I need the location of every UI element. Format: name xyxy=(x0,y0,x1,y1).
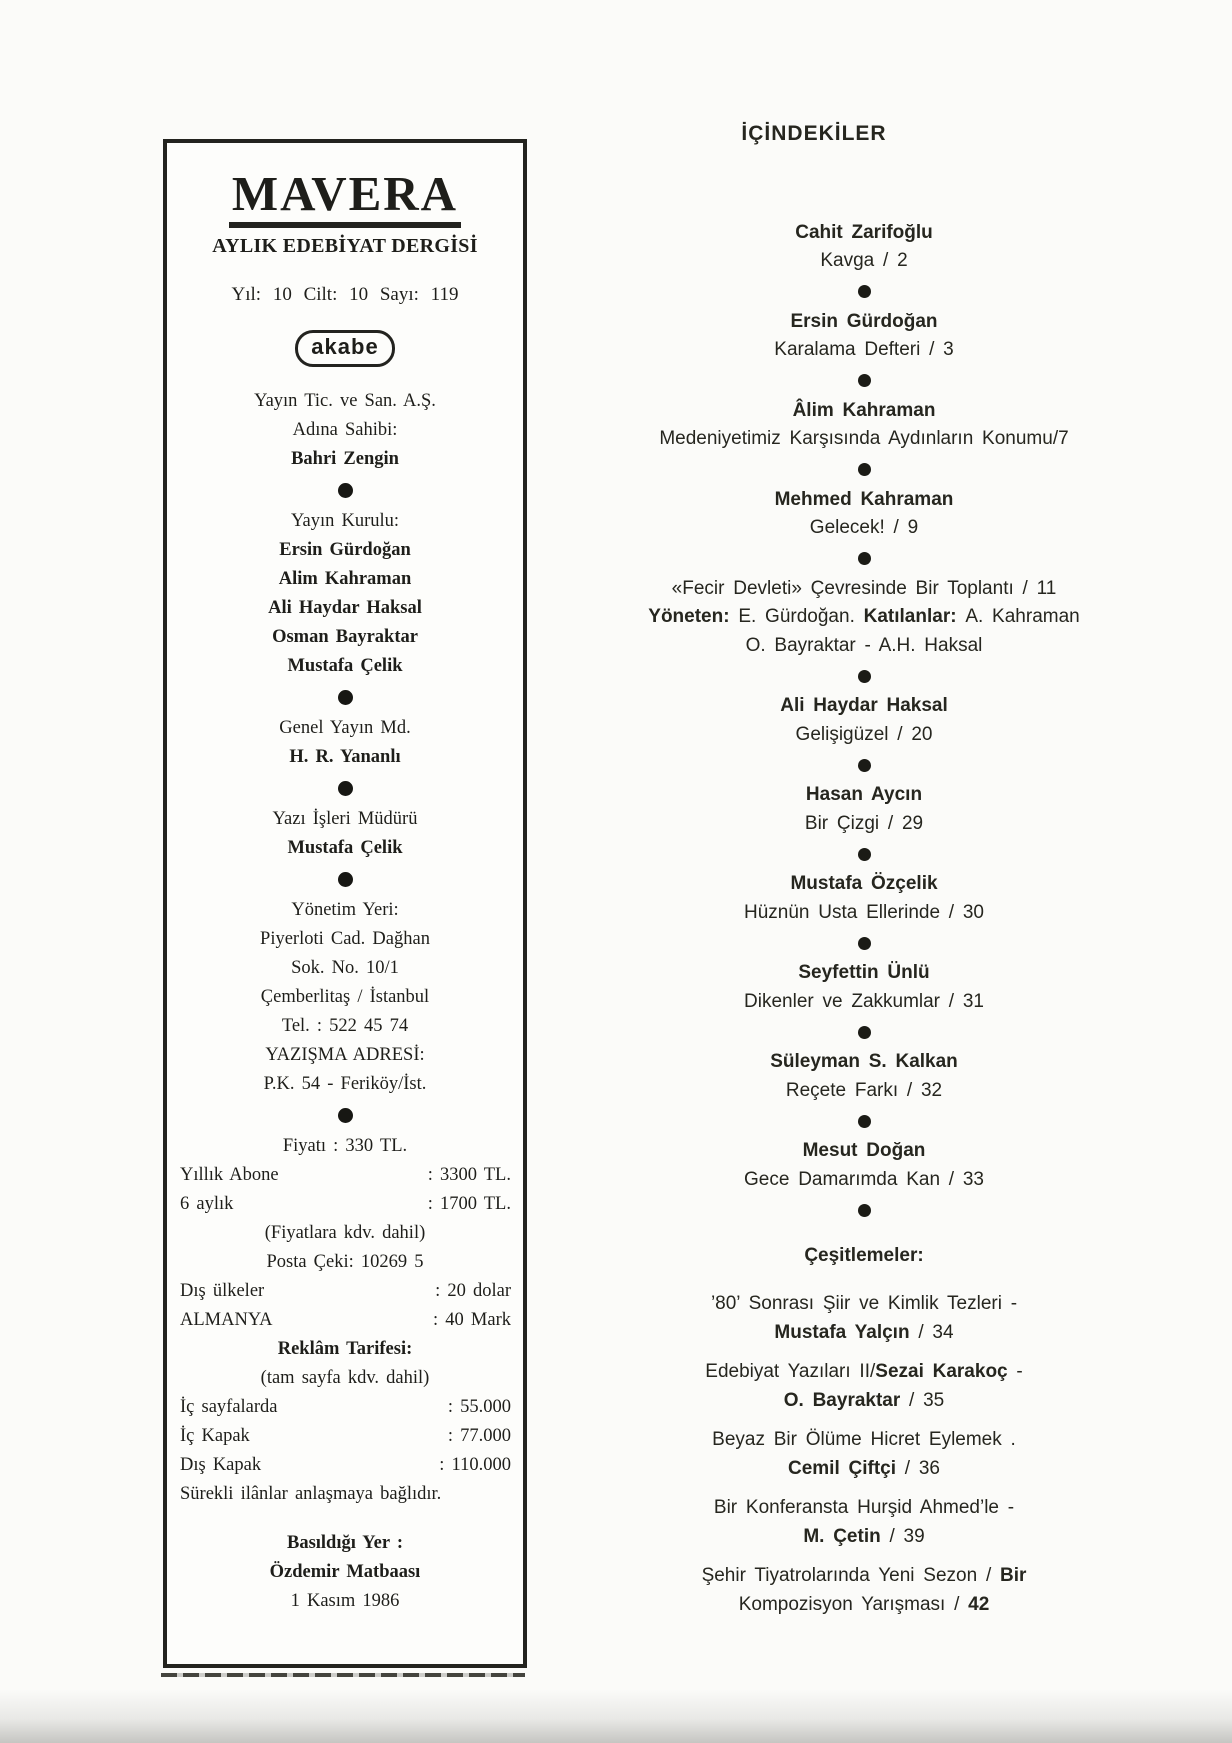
masthead-line: Ersin Gürdoğan xyxy=(279,540,411,561)
text-run: Beyaz Bir Ölüme Hicret Eylemek . xyxy=(712,1428,1016,1450)
toc-line xyxy=(540,397,1188,426)
masthead-line: 1 Kasım 1986 xyxy=(290,1591,400,1612)
masthead-line: Alim Kahraman xyxy=(278,569,412,590)
bullet-dot-icon xyxy=(858,1115,871,1128)
magazine-logo-text: MAVERA xyxy=(229,169,461,228)
bullet-dot-icon xyxy=(858,374,871,387)
toc-line xyxy=(540,1493,1188,1523)
toc-line xyxy=(540,1166,1188,1195)
masthead-dot xyxy=(167,772,523,805)
text-run: / 34 xyxy=(909,1322,954,1343)
contents-column xyxy=(540,120,1188,1629)
toc-section-header: Çeşitlemeler: xyxy=(804,1245,924,1266)
bold-text-run: O. Bayraktar xyxy=(783,1390,901,1411)
bold-text-run: Mustafa Yalçın xyxy=(774,1322,910,1343)
row-value: : 77.000 xyxy=(447,1426,511,1447)
toc-entry xyxy=(540,781,1188,838)
toc-dot xyxy=(540,1016,1188,1048)
text-run: Bir Konferansta Hurşid Ahmed’le - xyxy=(713,1496,1015,1518)
toc-entry xyxy=(540,1289,1188,1348)
masthead-dot xyxy=(167,681,523,714)
bullet-dot-icon xyxy=(338,872,353,887)
row-label: Dış Kapak xyxy=(180,1455,262,1476)
bold-text-run: Katılanlar: xyxy=(863,606,966,627)
text-run: / 36 xyxy=(896,1458,940,1479)
masthead-dot xyxy=(167,474,523,507)
bullet-dot-icon xyxy=(858,848,871,861)
issue-info: Yıl: 10 Cilt: 10 Sayı: 119 xyxy=(231,284,459,305)
bullet-dot-icon xyxy=(858,759,871,772)
masthead-dot xyxy=(167,863,523,896)
masthead-row xyxy=(167,1451,523,1480)
toc-entry xyxy=(540,870,1188,927)
bold-text-run: Mehmed Kahraman xyxy=(774,488,954,510)
toc-line xyxy=(540,1077,1188,1106)
text-run: - xyxy=(1007,1360,1023,1382)
masthead-line: Posta Çeki: 10269 5 xyxy=(266,1252,424,1273)
text-run: Medeniyetimiz Karşısında Aydınların Konumu/7 xyxy=(659,428,1069,449)
row-value: : 40 Mark xyxy=(433,1310,511,1331)
row-label: Yıllık Abone xyxy=(180,1165,279,1186)
text-run: «Fecir Devleti» Çevresinde Bir Toplantı / 11 xyxy=(671,577,1057,599)
text-run: Hüznün Usta Ellerinde / 30 xyxy=(743,901,984,923)
toc-line xyxy=(540,870,1188,899)
masthead-line: Bahri Zengin xyxy=(291,449,399,470)
masthead-line: Mustafa Çelik xyxy=(287,656,403,677)
text-run: Şehir Tiyatrolarında Yeni Sezon / xyxy=(701,1564,1001,1586)
masthead-line: Yönetim Yeri: xyxy=(291,900,399,921)
text-run: O. Bayraktar - A.H. Haksal xyxy=(745,634,983,656)
bold-text-run: Sezai Karakoç xyxy=(875,1360,1008,1382)
masthead-row xyxy=(167,1422,523,1451)
bullet-dot-icon xyxy=(858,670,871,683)
masthead-line: (tam sayfa kdv. dahil) xyxy=(260,1368,430,1389)
bold-text-run: Ersin Gürdoğan xyxy=(790,310,938,332)
toc-list xyxy=(540,219,1188,1620)
bold-text-run: M. Çetin xyxy=(803,1526,881,1547)
bold-text-run: Cemil Çiftçi xyxy=(787,1458,897,1479)
bold-text-run: Ali Haydar Haksal xyxy=(780,695,948,716)
masthead-row xyxy=(167,1306,523,1335)
masthead-row xyxy=(167,1190,523,1219)
toc-line xyxy=(540,603,1188,632)
toc-dot xyxy=(540,749,1188,781)
toc-dot xyxy=(540,276,1188,308)
toc-line xyxy=(540,425,1188,454)
toc-entry xyxy=(540,308,1188,365)
masthead-line: Fiyatı : 330 TL. xyxy=(282,1136,408,1157)
masthead-line: Ali Haydar Haksal xyxy=(268,598,422,619)
toc-line xyxy=(540,1048,1188,1077)
toc-dot xyxy=(540,1105,1188,1137)
masthead-line: Sürekli ilânlar anlaşmaya bağlıdır. xyxy=(180,1484,442,1505)
toc-line xyxy=(540,1454,1188,1484)
masthead-line: Sok. No. 10/1 xyxy=(291,958,399,979)
toc-entry xyxy=(540,1357,1188,1416)
toc-entry xyxy=(540,486,1188,543)
magazine-logo xyxy=(167,166,523,228)
masthead-line: Reklâm Tarifesi: xyxy=(277,1339,413,1360)
row-value: : 55.000 xyxy=(447,1397,511,1418)
bullet-dot-icon xyxy=(858,1204,871,1217)
masthead-line: Basıldığı Yer : xyxy=(286,1533,403,1554)
toc-line xyxy=(540,721,1188,750)
masthead-line: (Fiyatlara kdv. dahil) xyxy=(264,1223,426,1244)
bold-text-run: Âlim Kahraman xyxy=(792,399,936,421)
toc-entry xyxy=(540,219,1188,276)
masthead-line: Osman Bayraktar xyxy=(272,627,418,648)
masthead-line: H. R. Yananlı xyxy=(289,747,401,768)
bold-text-run: Mustafa Özçelik xyxy=(790,873,938,894)
text-run: / 35 xyxy=(900,1390,945,1411)
toc-line xyxy=(540,1357,1188,1387)
scan-artifact-band xyxy=(0,1689,1232,1743)
toc-entry xyxy=(540,1137,1188,1194)
toc-line xyxy=(540,514,1188,543)
bold-text-run: Yöneten: xyxy=(648,606,739,627)
akabe-badge: akabe xyxy=(295,330,394,367)
text-run: / 39 xyxy=(880,1526,925,1547)
text-run: Kompozisyon Yarışması / xyxy=(738,1594,969,1615)
toc-entry xyxy=(540,959,1188,1016)
bold-text-run: 42 xyxy=(968,1594,990,1615)
toc-line xyxy=(540,1522,1188,1552)
masthead-lines xyxy=(167,387,523,1616)
toc-line xyxy=(540,1386,1188,1416)
toc-line xyxy=(540,336,1188,365)
toc-line xyxy=(540,781,1188,810)
text-run: Gelişigüzel / 20 xyxy=(795,723,933,745)
toc-entry xyxy=(540,1493,1188,1552)
masthead-dot xyxy=(167,1099,523,1132)
toc-entry xyxy=(540,1561,1188,1620)
row-label: ALMANYA xyxy=(180,1310,273,1331)
toc-entry xyxy=(540,692,1188,749)
bullet-dot-icon xyxy=(338,690,353,705)
toc-line xyxy=(540,1137,1188,1166)
toc-line xyxy=(540,1590,1188,1620)
toc-entry xyxy=(540,1048,1188,1105)
toc-dot xyxy=(540,927,1188,959)
text-run: A. Kahraman xyxy=(965,606,1080,627)
masthead-row xyxy=(167,1393,523,1422)
text-run: Gelecek! / 9 xyxy=(809,517,919,538)
masthead-box xyxy=(163,139,527,1668)
bullet-dot-icon xyxy=(858,552,871,565)
bold-text-run: Seyfettin Ünlü xyxy=(798,962,930,983)
bullet-dot-icon xyxy=(858,463,871,476)
toc-line xyxy=(540,247,1188,276)
bullet-dot-icon xyxy=(858,1026,871,1039)
text-run: E. Gürdoğan. xyxy=(738,606,864,627)
toc-line xyxy=(540,486,1188,515)
toc-line xyxy=(540,1561,1188,1591)
toc-line xyxy=(540,1318,1188,1348)
text-run: Edebiyat Yazıları II/ xyxy=(705,1360,876,1382)
masthead-row xyxy=(167,1161,523,1190)
toc-line xyxy=(540,632,1188,661)
toc-entry xyxy=(540,397,1188,454)
text-run: Dikenler ve Zakkumlar / 31 xyxy=(744,990,984,1012)
masthead-line: Yayın Kurulu: xyxy=(290,511,400,532)
toc-line xyxy=(540,219,1188,248)
toc-line xyxy=(540,692,1188,721)
masthead-line: Özdemir Matbaası xyxy=(269,1562,421,1583)
row-label: 6 aylık xyxy=(180,1194,234,1215)
masthead-line: Piyerloti Cad. Dağhan xyxy=(260,929,430,950)
masthead-line: P.K. 54 - Feriköy/İst. xyxy=(263,1074,427,1095)
text-run: Kavga / 2 xyxy=(820,250,908,271)
masthead-line: Mustafa Çelik xyxy=(287,838,403,859)
row-label: İç sayfalarda xyxy=(180,1397,278,1418)
bold-text-run: Hasan Aycın xyxy=(805,784,923,805)
text-run: ’80’ Sonrası Şiir ve Kimlik Tezleri - xyxy=(710,1292,1018,1314)
toc-line xyxy=(540,308,1188,337)
bold-text-run: Mesut Doğan xyxy=(802,1140,926,1161)
toc-dot xyxy=(540,838,1188,870)
contents-title: İÇİNDEKİLER xyxy=(741,122,887,145)
toc-line xyxy=(540,1289,1188,1319)
bullet-dot-icon xyxy=(858,285,871,298)
bullet-dot-icon xyxy=(858,937,871,950)
toc-dot xyxy=(540,454,1188,486)
text-run: Reçete Farkı / 32 xyxy=(785,1079,943,1101)
masthead-line: Çemberlitaş / İstanbul xyxy=(260,987,430,1008)
row-value: : 20 dolar xyxy=(435,1281,511,1302)
bold-text-run: Bir xyxy=(1000,1564,1027,1586)
toc-line xyxy=(540,810,1188,839)
text-run: Karalama Defteri / 3 xyxy=(774,339,954,360)
row-value: : 1700 TL. xyxy=(427,1194,511,1215)
masthead-line: Adına Sahibi: xyxy=(292,420,398,441)
row-label: Dış ülkeler xyxy=(180,1281,265,1302)
masthead-line: Yazı İşleri Müdürü xyxy=(272,809,418,830)
akabe-logo-wrap xyxy=(167,306,523,367)
bullet-dot-icon xyxy=(338,483,353,498)
row-label: İç Kapak xyxy=(180,1426,250,1447)
toc-dot xyxy=(540,1194,1188,1226)
toc-entry xyxy=(540,575,1188,661)
toc-line xyxy=(540,575,1188,604)
bold-text-run: Süleyman S. Kalkan xyxy=(770,1051,958,1072)
toc-line xyxy=(540,1425,1188,1455)
toc-line xyxy=(540,988,1188,1017)
toc-line xyxy=(540,899,1188,928)
masthead-row xyxy=(167,1277,523,1306)
toc-dot xyxy=(540,660,1188,692)
toc-entry xyxy=(540,1425,1188,1484)
toc-dot xyxy=(540,543,1188,575)
row-value: : 110.000 xyxy=(439,1455,511,1476)
masthead-line: YAZIŞMA ADRESİ: xyxy=(265,1045,425,1066)
masthead-line: Yayın Tic. ve San. A.Ş. xyxy=(254,391,436,412)
text-run: Bir Çizgi / 29 xyxy=(804,812,924,834)
bold-text-run: Cahit Zarifoğlu xyxy=(795,221,933,243)
bullet-dot-icon xyxy=(338,1108,353,1123)
magazine-subtitle: AYLIK EDEBİYAT DERGİSİ xyxy=(212,235,478,257)
row-value: : 3300 TL. xyxy=(427,1165,511,1186)
masthead-line: Genel Yayın Md. xyxy=(279,718,411,739)
bullet-dot-icon xyxy=(338,781,353,796)
toc-line xyxy=(540,959,1188,988)
text-run: Gece Damarımda Kan / 33 xyxy=(744,1168,984,1190)
masthead-line: Tel. : 522 45 74 xyxy=(281,1016,409,1037)
spacer xyxy=(167,1509,523,1529)
toc-dot xyxy=(540,365,1188,397)
